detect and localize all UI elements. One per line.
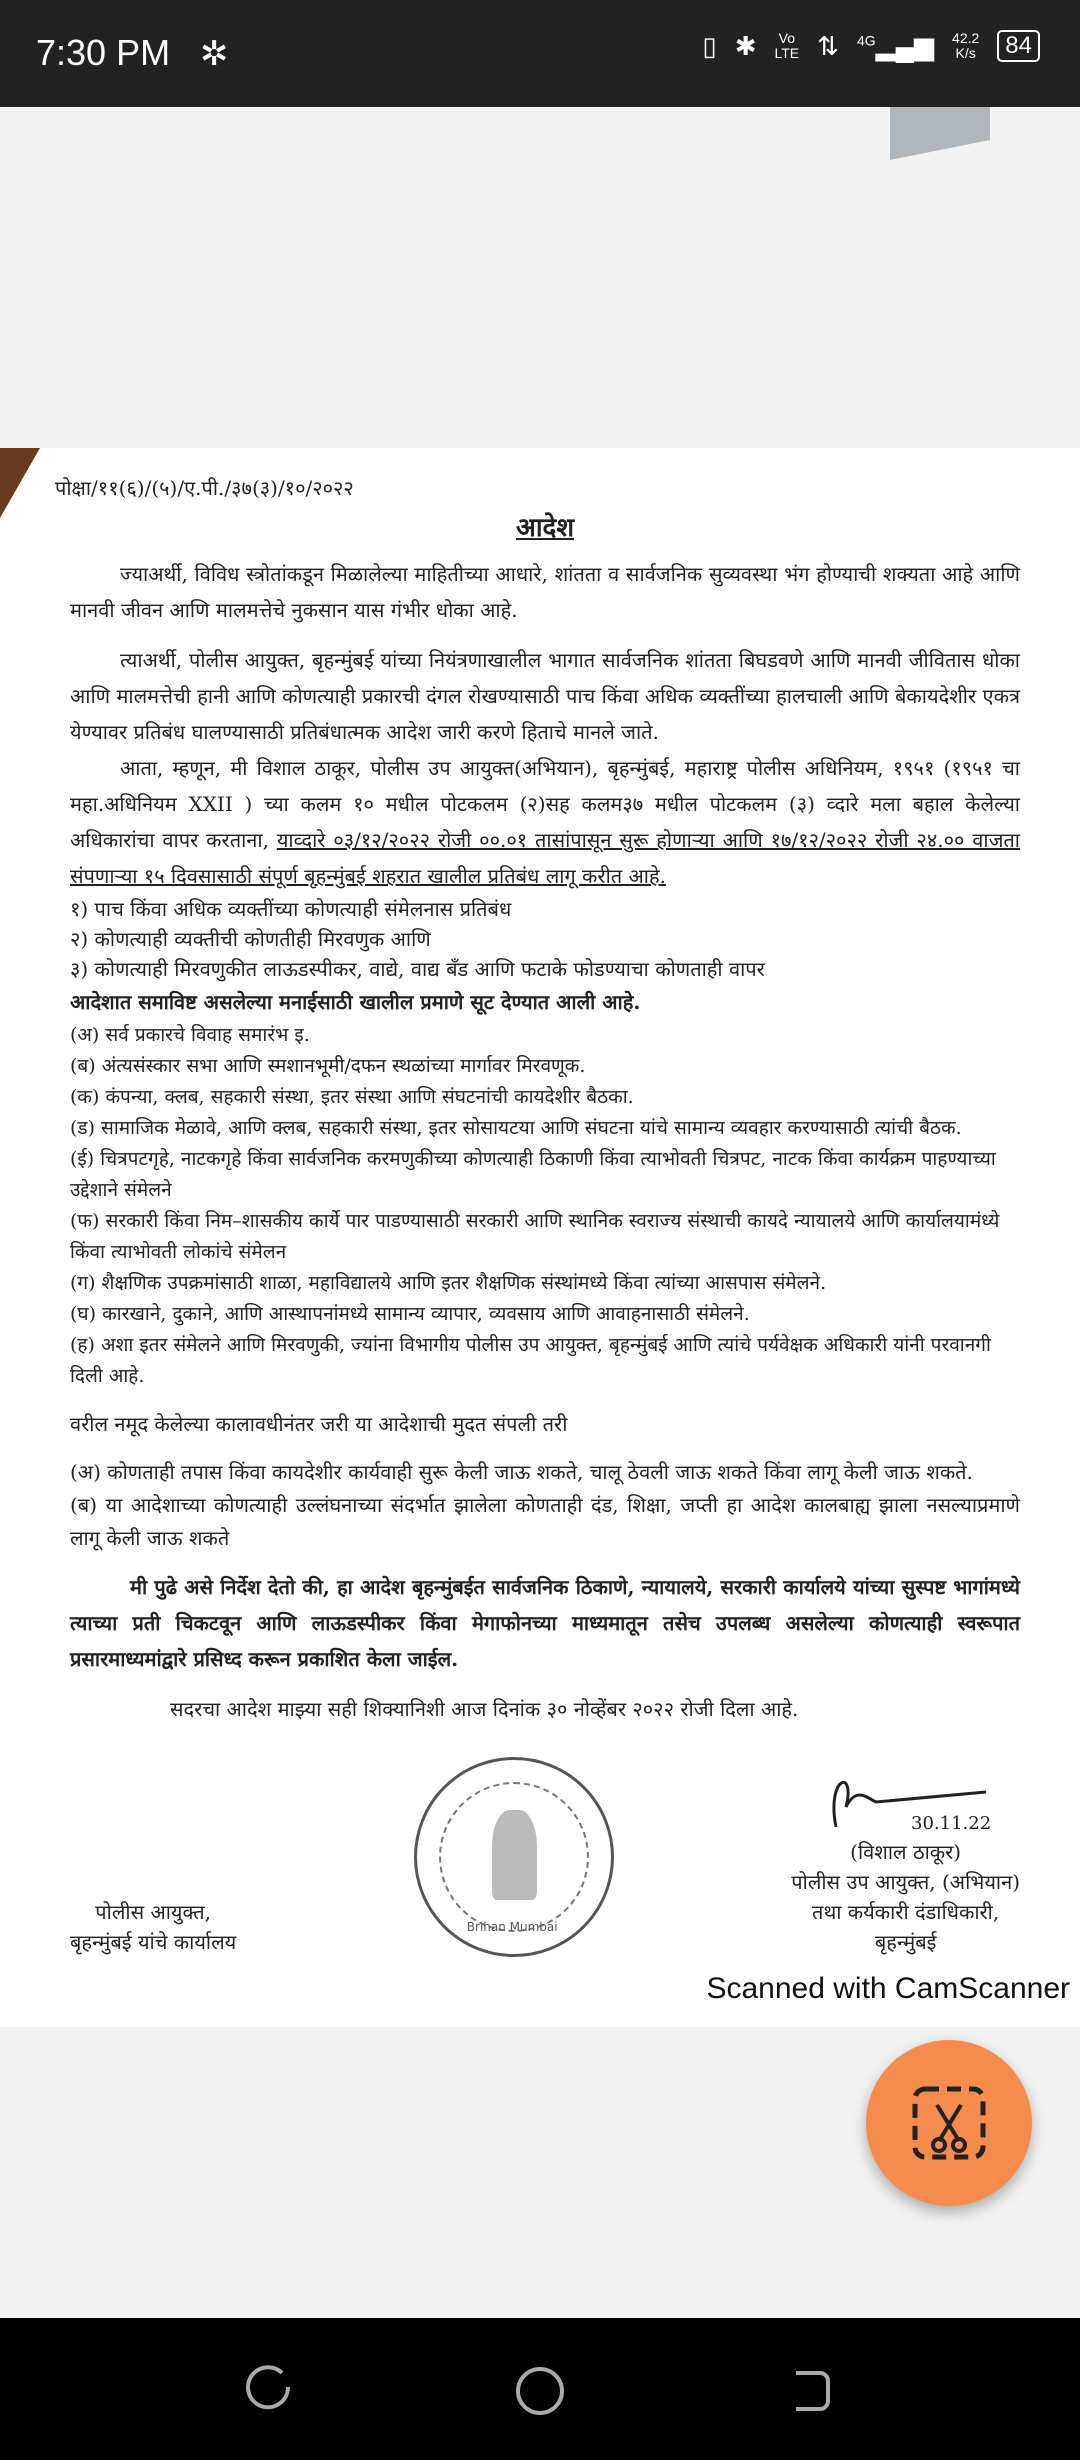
back-icon[interactable]	[782, 2363, 838, 2419]
exemption-item: (ह) अशा इतर संमेलने आणि मिरवणुकी, ज्यांना विभागीय पोलीस उप आयुक्त, बृहन्मुंबई आणि त्यांचे पर्यवेक्षक अधिकारी यांनी परवानगी दिली आहे.	[70, 1334, 991, 1387]
status-bar	[0, 0, 1080, 107]
given-on-line: सदरचा आदेश माझ्या सही शिक्यानिशी आज दिनांक ३० नोव्हेंबर २०२२ रोजी दिला आहे.	[170, 1697, 799, 1721]
emblem-icon	[492, 1810, 537, 1900]
paragraph-2: त्याअर्थी, पोलीस आयुक्त, बृहन्मुंबई यांच्या नियंत्रणाखालील भागात सार्वजनिक शांतता बिघडवणे आणि मानवी जीवितास धोका आणि मालमत्तेची हानी आणि कोणत्याही प्रकारची दंगल रोखण्यासाठी पाच किंवा अधिक व्यक्तींच्या हालचाली आणि बेकायदेशीर एकत्र येण्यावर प्रतिबंध घालण्यासाठी प्रतिबंधात्मक आदेश जारी करणे हिताचे मानले जाते.	[70, 648, 1020, 744]
restriction-item: ३) कोणत्याही मिरवणुकीत लाऊडस्पीकर, वाद्ये, वाद्य बॅंड आणि फटाके फोडण्याचा कोणताही वापर	[70, 957, 765, 981]
exemptions-list	[70, 1020, 1020, 1392]
bluetooth-icon: ✱	[734, 30, 757, 61]
scanned-document	[0, 448, 1080, 2027]
fab-container	[866, 2040, 1032, 2206]
vibrate-icon: ▯	[702, 30, 717, 61]
expiry-a: (अ) कोणताही तपास किंवा कायदेशीर कार्यवाही सुरू केली जाऊ शकते, चालू ठेवली जाऊ शकते किंवा लागू केली जाऊ शकते.	[70, 1460, 973, 1484]
restriction-item: २) कोणत्याही व्यक्तीची कोणतीही मिरवणुक आणि	[70, 927, 431, 951]
svg-text:30.11.22: 30.11.22	[910, 1813, 991, 1834]
paragraph-1: ज्याअर्थी, विविध स्त्रोतांकडून मिळालेल्या माहितीच्या आधारे, शांतता व सार्वजनिक सुव्यवस्था भंग होण्याची शक्यता आहे आणि मानवी जीवन आणि मालमत्तेचे नुकसान यास गंभीर धोका आहे.	[70, 562, 1020, 622]
document-title: आदेश	[515, 513, 575, 543]
expiry-line: वरील नमूद केलेल्या कालावधीनंतर जरी या आदेशाची मुदत संपली तरी	[70, 1412, 568, 1436]
navigation-bar	[0, 2318, 1080, 2460]
scanner-watermark: Scanned with CamScanner	[706, 1972, 1070, 2005]
recents-icon[interactable]	[242, 2363, 298, 2419]
exemption-heading: आदेशात समाविष्ट असलेल्या मनाईसाठी खालील प्रमाणे सूट देण्यात आली आहे.	[70, 990, 641, 1014]
left-signatory: पोलीस आयुक्त, बृहन्मुंबई यांचे कार्यालय	[70, 1900, 237, 1954]
signature	[816, 1767, 996, 1837]
exemption-item: (अ) सर्व प्रकारचे विवाह समारंभ इ.	[70, 1024, 310, 1046]
official-seal: Brihan Mumbai	[414, 1757, 614, 1957]
exemption-item: (ब) अंत्यसंस्कार सभा आणि स्मशानभूमी/दफन स्थळांच्या मार्गावर मिरवणूक.	[70, 1055, 586, 1077]
signal-icon: $^{4G}$▂▄▆	[856, 30, 935, 61]
status-icons	[702, 30, 1040, 62]
home-icon[interactable]	[512, 2363, 568, 2419]
restriction-item: १) पाच किंवा अधिक व्यक्तींच्या कोणत्याही संमेलनास प्रतिबंध	[70, 897, 512, 921]
exemption-item: (क) कंपन्या, क्लब, सहकारी संस्था, इतर संस्था आणि संघटनांची कायदेशीर बैठका.	[70, 1086, 634, 1108]
slack-notification-icon: ✲	[200, 34, 229, 74]
expiry-b: (ब) या आदेशाच्या कोणत्याही उल्लंघनाच्या संदर्भात झालेला कोणताही दंड, शिक्षा, जप्ती हा आदेश कालबाह्य झाला नसल्याप्रमाणे लागू केली जाऊ शकते	[70, 1493, 1020, 1550]
battery-icon: 84	[997, 30, 1040, 62]
scissors-crop-icon	[909, 2083, 989, 2163]
data-arrows-icon: ⇅	[817, 30, 839, 61]
exemption-item: (ई) चित्रपटगृहे, नाटकगृहे किंवा सार्वजनिक करमणुकीच्या कोणत्याही ठिकाणी किंवा त्याभोवती चित्रपट, नाटक किंवा कार्यक्रम पाहण्याच्या उद्देशाने संमेलने	[70, 1148, 996, 1201]
document-edge-shadow	[0, 448, 40, 518]
exemption-item: (ग) शैक्षणिक उपक्रमांसाठी शाळा, महाविद्यालये आणि इतर शैक्षणिक संस्थांमध्ये किंवा त्यांच्या आसपास संमेलने.	[70, 1272, 827, 1294]
reference-number: पोक्षा/११(६)/(५)/ए.पी./३७(३)/१०/२०२२	[55, 476, 354, 500]
clock: 7:30 PM	[36, 32, 171, 73]
right-signatory: 30.11.22 (विशाल ठाकूर) पोलीस उप आयुक्त, (अभियान) तथा कर्यकारी दंडाधिकारी, बृहन्मुंबई	[791, 1767, 1020, 1957]
direction-paragraph: मी पुढे असे निर्देश देतो की, हा आदेश बृहन्मुंबईत सार्वजनिक ठिकाणे, न्यायालये, सरकारी कार्यालये यांच्या सुस्पष्ट भागांमध्ये त्याच्या प्रती चिकटवून आणि लाऊडस्पीकर किंवा मेगाफोनच्या माध्यमातून तसेच उपलब्ध असलेल्या कोणत्याही स्वरूपात प्रसारमाध्यमांद्वारे प्रसिध्द करून प्रकाशित केला जाईल.	[70, 1575, 1020, 1671]
volte-icon: Vo LTE	[774, 30, 800, 61]
exemption-item: (ड) सामाजिक मेळावे, आणि क्लब, सहकारी संस्था, इतर सोसायटया आणि संघटना यांचे सामान्य व्यवहार करण्यासाठी त्यांची बैठक.	[70, 1117, 962, 1139]
screenshot-crop-button[interactable]	[866, 2040, 1032, 2206]
network-speed: 42.2 K/s	[952, 30, 980, 61]
paragraph-3: आता, म्हणून, मी विशाल ठाकूर, पोलीस उप आयुक्त(अभियान), बृहन्मुंबई, महाराष्ट्र पोलीस अधिनियम, १९५१ (१९५१ चा महा.अधिनियम XXII ) च्या कलम १० मधील पोटकलम (२)सह कलम३७ मधील पोटकलम (३) व्दारे मला बहाल केलेल्या अधिकारांचा वापर करताना, याव्दारे ०३/१२/२०२२ रोजी ००.०१ तासांपासून सुरू होणाऱ्या आणि १७/१२/२०२२ रोजी २४.०० वाजता संपणाऱ्या १५ दिवसासाठी संपूर्ण बृहन्मुंबई शहरात खालील प्रतिबंध लागू करीत आहे.	[70, 756, 1020, 888]
exemption-item: (फ) सरकारी किंवा निम–शासकीय कार्ये पार पाडण्यासाठी सरकारी आणि स्थानिक स्वराज्य संस्थाची कायदे न्यायालये आणि कार्यालयामंध्ये किंवा त्याभोवती लोकांचे संमेलन	[70, 1210, 1000, 1263]
restrictions-list	[70, 894, 1020, 984]
signature-row	[70, 1757, 1020, 1957]
exemption-item: (घ) कारखाने, दुकाने, आणि आस्थापनांमध्ये सामान्य व्यापार, व्यवसाय आणि आवाहनासाठी संमेलने.	[70, 1303, 750, 1325]
